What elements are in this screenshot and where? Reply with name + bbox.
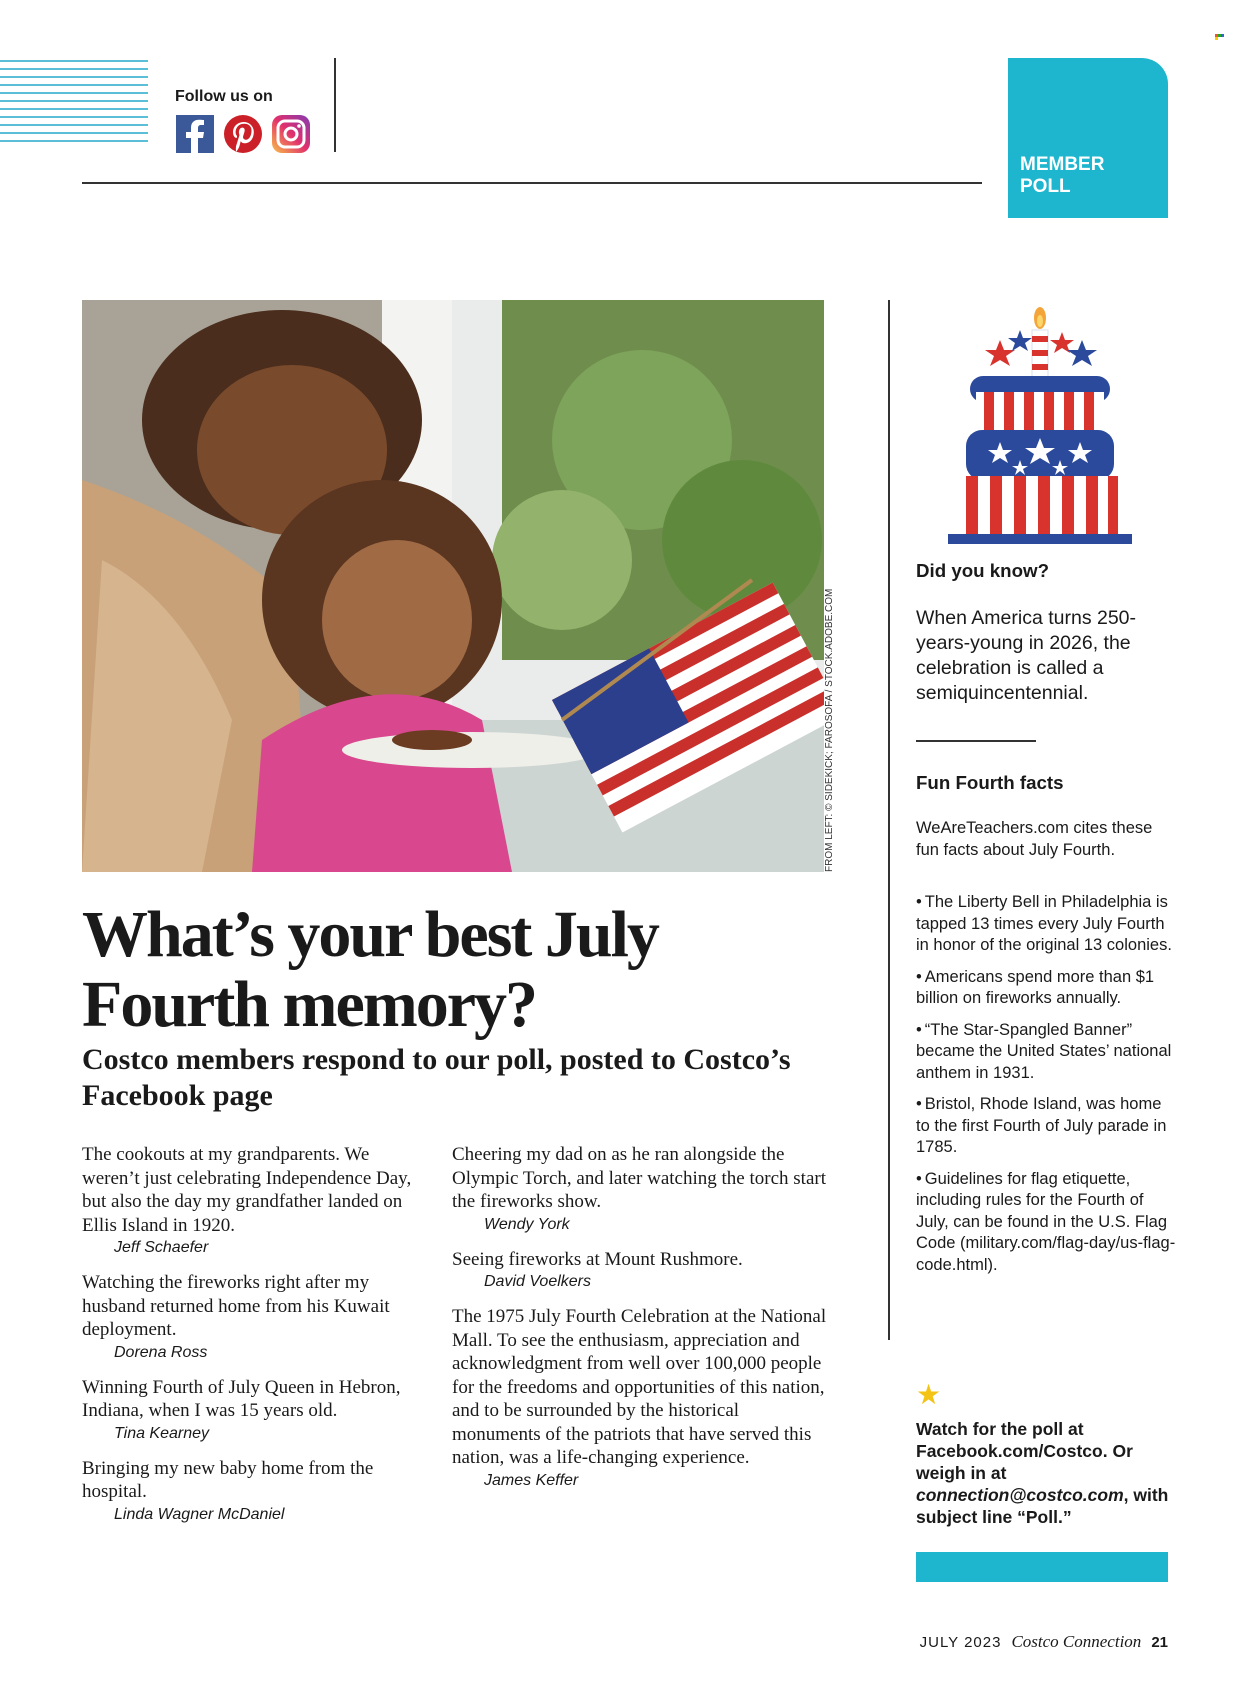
response-text: Winning Fourth of July Queen in Hebron, Indiana, when I was 15 years old. [82, 1376, 401, 1421]
headline: What’s your best July Fourth memory? [82, 898, 658, 1041]
footer-issue-date: JULY 2023 [919, 1634, 1002, 1651]
watch-line-2-prefix: Or weigh in at [916, 1441, 1133, 1483]
fun-facts-title: Fun Fourth facts [916, 772, 1064, 793]
responses-left-column [82, 1143, 422, 1538]
section-tab-label: MEMBER POLL [1020, 154, 1105, 197]
response-item [82, 1376, 422, 1445]
watch-email[interactable]: connection@costco.com [916, 1485, 1124, 1505]
did-you-know-text: When America turns 250-years-young in 2026, the celebration is called a semiquincentennial. [916, 607, 1137, 704]
facebook-icon[interactable] [175, 114, 215, 154]
response-text: The cookouts at my grandparents. We weren’t just celebrating Independence Day, but also the day my grandfather landed on Ellis Island in 1920. [82, 1144, 412, 1236]
section-tab [1008, 58, 1168, 218]
patriotic-cake-illustration [940, 300, 1140, 550]
watch-line-2-suffix: , with subject line “Poll.” [916, 1485, 1169, 1527]
response-item [82, 1271, 422, 1364]
response-text: Cheering my dad on as he ran alongside the Olympic Torch, and later watching the torch start the fireworks show. [452, 1144, 826, 1212]
fact-item: • “The Star-Spangled Banner” became the United States’ national anthem in 1931. [916, 1020, 1176, 1085]
fun-facts-intro: WeAreTeachers.com cites these fun facts about July Fourth. [916, 819, 1153, 859]
watch-line-1: Watch for the poll at Facebook.com/Costco. [916, 1419, 1108, 1461]
fun-facts-list [916, 892, 1176, 1286]
response-author: David Voelkers [484, 1273, 592, 1290]
fact-item: • Guidelines for flag etiquette, including rules for the Fourth of July, can be found in the U.S. Flag Code (military.com/flag-day/us-flag-code.html). [916, 1169, 1176, 1277]
family-flag-photo [82, 300, 824, 872]
page-number: 21 [1151, 1634, 1168, 1651]
response-item [82, 1143, 422, 1259]
response-author: Tina Kearney [114, 1424, 210, 1442]
response-author: James Keffer [484, 1471, 579, 1489]
subhead: Costco members respond to our poll, posted to Costco’s Facebook page [82, 1043, 791, 1112]
response-text: The 1975 July Fourth Celebration at the National Mall. To see the enthusiasm, appreciation and acknowledgment from well over 100,000 people for the freedoms and opportunities of this nation, and to be surrounded by the historical monuments of the patriots that have served this nation, was a life-changing experience. [452, 1306, 827, 1468]
social-icons [175, 114, 311, 154]
photo-credit: FROM LEFT: © SIDEKICK; FAROSOFA / STOCK.ADOBE.COM [824, 588, 835, 872]
responses-middle-column [452, 1143, 832, 1504]
sidebar-accent-bar [916, 1552, 1168, 1582]
follow-label: Follow us on [175, 88, 273, 105]
did-you-know-title: Did you know? [916, 560, 1049, 581]
response-item [82, 1457, 422, 1526]
fact-item: • Americans spend more than $1 billion on fireworks annually. [916, 967, 1176, 1010]
sidebar-rule [916, 740, 1036, 742]
response-text: Seeing fireworks at Mount Rushmore. [452, 1248, 743, 1270]
page-footer [920, 1632, 1168, 1652]
response-author: Dorena Ross [114, 1343, 208, 1361]
watch-poll-callout [916, 1418, 1178, 1528]
response-text: Bringing my new baby home from the hospital. [82, 1457, 374, 1502]
pinterest-icon[interactable] [223, 114, 263, 154]
fact-item: • The Liberty Bell in Philadelphia is tapped 13 times every July Fourth in honor of the original 13 colonies. [916, 892, 1176, 957]
response-item [452, 1305, 832, 1492]
instagram-icon[interactable] [271, 114, 311, 154]
response-author: Wendy York [484, 1215, 570, 1233]
sidebar-divider [888, 300, 890, 1340]
response-item [452, 1143, 832, 1236]
response-item [452, 1248, 832, 1294]
response-author: Linda Wagner McDaniel [114, 1505, 285, 1523]
header-rule [82, 182, 982, 184]
response-text: Watching the fireworks right after my husband returned home from his Kuwait deployment. [82, 1272, 390, 1340]
decorative-stripes [0, 60, 148, 152]
header-divider [334, 58, 336, 152]
response-author: Jeff Schaefer [114, 1239, 209, 1256]
registration-mark [1215, 34, 1225, 42]
fact-item: • Bristol, Rhode Island, was home to the first Fourth of July parade in 1785. [916, 1094, 1176, 1159]
star-icon: ★ [916, 1379, 942, 1410]
footer-magazine-name: Costco Connection [1011, 1632, 1142, 1651]
